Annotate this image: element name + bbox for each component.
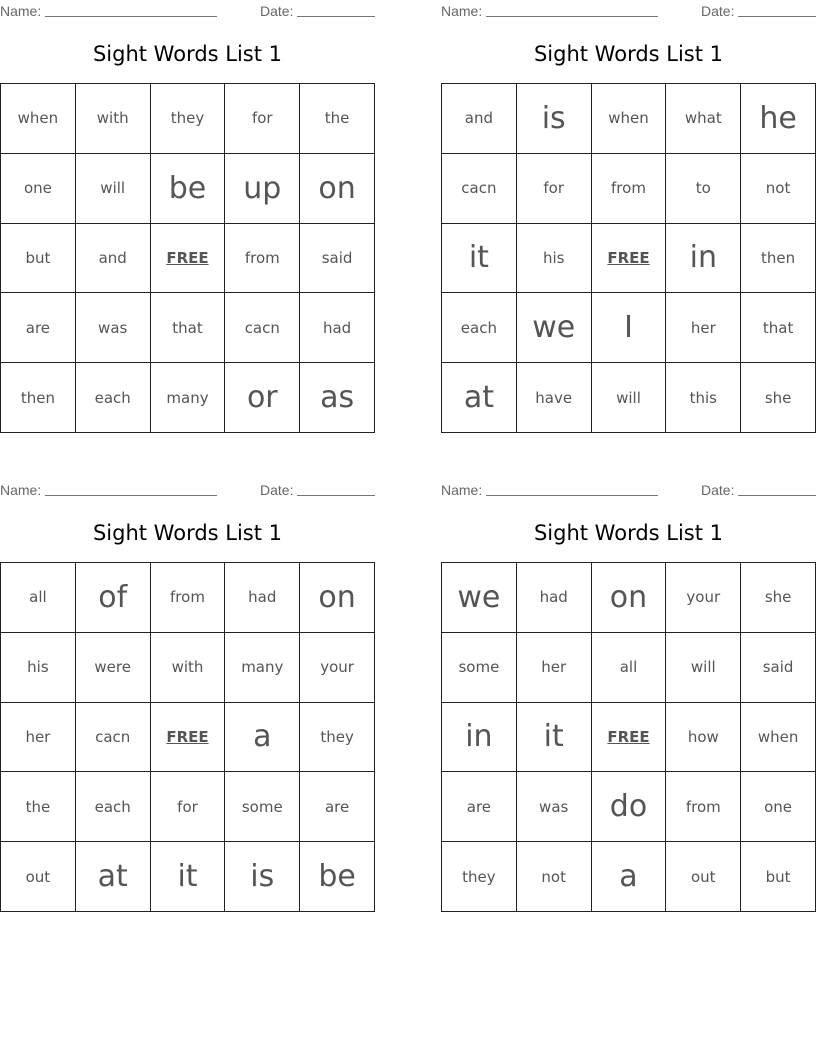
date-label: Date: [260, 3, 294, 19]
bingo-card-1 [0, 0, 375, 434]
word-cell: not [517, 842, 592, 912]
word-cell: for [151, 772, 226, 842]
date-label: Date: [260, 482, 294, 498]
word-cell: are [442, 772, 517, 842]
word-cell: from [225, 224, 300, 294]
date-line [297, 495, 375, 496]
word-cell: or [225, 363, 300, 433]
word-cell: for [225, 84, 300, 154]
word-cell: your [300, 633, 375, 703]
word-cell: cacn [225, 293, 300, 363]
free-space-cell: FREE [592, 703, 667, 773]
word-cell: his [1, 633, 76, 703]
free-space-cell: FREE [592, 224, 667, 294]
word-cell: that [741, 293, 816, 363]
card-header [0, 482, 375, 498]
word-cell: he [741, 84, 816, 154]
word-cell: when [741, 703, 816, 773]
word-cell: to [666, 154, 741, 224]
word-cell: she [741, 563, 816, 633]
word-cell: in [442, 703, 517, 773]
word-cell: some [442, 633, 517, 703]
word-cell: we [517, 293, 592, 363]
word-cell: on [592, 563, 667, 633]
word-cell: but [741, 842, 816, 912]
name-label: Name: [0, 482, 42, 498]
word-cell: all [592, 633, 667, 703]
word-cell: have [517, 363, 592, 433]
name-line [486, 16, 658, 17]
word-cell: were [76, 633, 151, 703]
word-cell: but [1, 224, 76, 294]
name-line [45, 16, 217, 17]
word-cell: out [666, 842, 741, 912]
word-cell: one [741, 772, 816, 842]
date-label: Date: [701, 482, 735, 498]
word-cell: cacn [442, 154, 517, 224]
word-cell: at [442, 363, 517, 433]
word-cell: this [666, 363, 741, 433]
word-cell: had [225, 563, 300, 633]
date-line [297, 16, 375, 17]
word-cell: when [592, 84, 667, 154]
word-cell: her [517, 633, 592, 703]
word-cell: cacn [76, 703, 151, 773]
bingo-grid [0, 562, 375, 912]
word-cell: a [592, 842, 667, 912]
name-label: Name: [0, 3, 42, 19]
word-cell: when [1, 84, 76, 154]
word-cell: many [151, 363, 226, 433]
word-cell: said [741, 633, 816, 703]
word-cell: she [741, 363, 816, 433]
word-cell: of [76, 563, 151, 633]
word-cell: had [517, 563, 592, 633]
word-cell: was [76, 293, 151, 363]
word-cell: had [300, 293, 375, 363]
bingo-card-2 [441, 0, 816, 434]
word-cell: I [592, 293, 667, 363]
word-cell: it [442, 224, 517, 294]
word-cell: from [151, 563, 226, 633]
word-cell: what [666, 84, 741, 154]
word-cell: your [666, 563, 741, 633]
word-cell: her [1, 703, 76, 773]
word-cell: her [666, 293, 741, 363]
word-cell: be [300, 842, 375, 912]
word-cell: it [517, 703, 592, 773]
word-cell: do [592, 772, 667, 842]
card-title: Sight Words List 1 [92, 521, 283, 545]
word-cell: his [517, 224, 592, 294]
word-cell: be [151, 154, 226, 224]
date-line [738, 16, 816, 17]
word-cell: was [517, 772, 592, 842]
date-line [738, 495, 816, 496]
name-label: Name: [441, 482, 483, 498]
word-cell: in [666, 224, 741, 294]
word-cell: from [592, 154, 667, 224]
word-cell: are [1, 293, 76, 363]
word-cell: with [151, 633, 226, 703]
card-title: Sight Words List 1 [533, 42, 724, 66]
name-label: Name: [441, 3, 483, 19]
word-cell: said [300, 224, 375, 294]
word-cell: each [442, 293, 517, 363]
word-cell: one [1, 154, 76, 224]
date-label: Date: [701, 3, 735, 19]
free-space-cell: FREE [151, 703, 226, 773]
word-cell: and [442, 84, 517, 154]
bingo-card-3 [0, 479, 375, 913]
free-space-cell: FREE [151, 224, 226, 294]
card-header [441, 482, 816, 498]
card-title: Sight Words List 1 [92, 42, 283, 66]
word-cell: we [442, 563, 517, 633]
word-cell: many [225, 633, 300, 703]
name-line [486, 495, 658, 496]
bingo-grid [441, 83, 816, 433]
word-cell: then [1, 363, 76, 433]
card-header [0, 3, 375, 19]
word-cell: how [666, 703, 741, 773]
word-cell: up [225, 154, 300, 224]
word-cell: they [442, 842, 517, 912]
word-cell: the [1, 772, 76, 842]
card-header [441, 3, 816, 19]
word-cell: they [300, 703, 375, 773]
word-cell: it [151, 842, 226, 912]
word-cell: on [300, 563, 375, 633]
word-cell: with [76, 84, 151, 154]
name-line [45, 495, 217, 496]
word-cell: that [151, 293, 226, 363]
word-cell: will [592, 363, 667, 433]
bingo-card-4 [441, 479, 816, 913]
word-cell: all [1, 563, 76, 633]
card-title: Sight Words List 1 [533, 521, 724, 545]
word-cell: for [517, 154, 592, 224]
word-cell: then [741, 224, 816, 294]
word-cell: each [76, 772, 151, 842]
word-cell: from [666, 772, 741, 842]
word-cell: will [666, 633, 741, 703]
word-cell: some [225, 772, 300, 842]
word-cell: each [76, 363, 151, 433]
bingo-grid [0, 83, 375, 433]
word-cell: a [225, 703, 300, 773]
word-cell: as [300, 363, 375, 433]
word-cell: not [741, 154, 816, 224]
word-cell: they [151, 84, 226, 154]
word-cell: is [517, 84, 592, 154]
word-cell: is [225, 842, 300, 912]
word-cell: are [300, 772, 375, 842]
word-cell: and [76, 224, 151, 294]
word-cell: the [300, 84, 375, 154]
word-cell: out [1, 842, 76, 912]
bingo-grid [441, 562, 816, 912]
word-cell: on [300, 154, 375, 224]
word-cell: will [76, 154, 151, 224]
word-cell: at [76, 842, 151, 912]
